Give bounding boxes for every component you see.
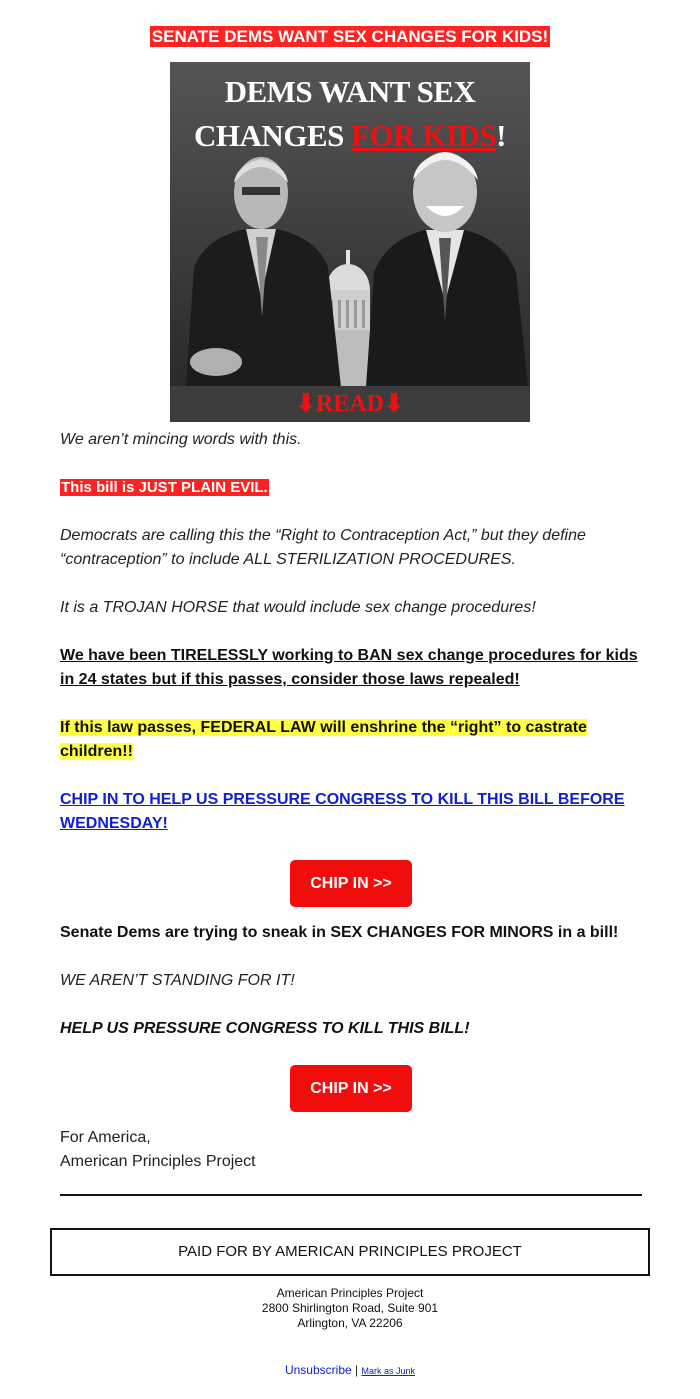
paragraph-sneak: Senate Dems are trying to sneak in SEX CHANGES FOR MINORS in a bill! [60,924,619,941]
paragraph-evil [60,476,642,500]
paragraph-trojan: It is a TROJAN HORSE that would include sex change procedures! [60,599,536,616]
paragraph-cta [60,788,642,836]
person-left-figure [176,147,346,387]
read-arrow-left-icon: ⬇ [295,391,316,417]
chip-in-link[interactable]: CHIP IN TO HELP US PRESSURE CONGRESS TO KILL THIS BILL BEFORE WEDNESDAY! [60,791,625,832]
hero-title-prefix: CHANGES [194,118,352,153]
hero-title-suffix: ! [496,118,506,153]
hero-title [170,70,530,158]
email-headline [0,27,700,47]
paragraph-contraception: Democrats are calling this the “Right to Contraception Act,” but they define “contraception” to include ALL STERILIZATION PROCEDURES. [60,527,586,568]
unsubscribe-link[interactable]: Unsubscribe [284,1363,352,1377]
signature [60,1126,642,1174]
headline-text: SENATE DEMS WANT SEX CHANGES FOR KIDS! [151,27,549,46]
hero-image[interactable] [170,62,530,422]
divider [60,1194,642,1196]
person-right-figure [360,142,530,387]
chip-in-button-row-1 [60,860,642,907]
federal-highlight: If this law passes, FEDERAL LAW will enshrine the “right” to castrate children!! [60,719,587,760]
evil-banner: This bill is JUST PLAIN EVIL. [61,479,268,496]
unsubscribe-row [0,1363,700,1377]
address-line2: 2800 Shirlington Road, Suite 901 [261,1301,439,1315]
paragraph-intro: We aren’t mincing words with this. [60,431,302,448]
hero-read-banner[interactable] [170,386,530,422]
chip-in-button-2[interactable]: CHIP IN >> [290,1065,412,1112]
footer-address [0,1286,700,1331]
paid-for-disclaimer: PAID FOR BY AMERICAN PRINCIPLES PROJECT [50,1228,650,1276]
mark-as-junk-link[interactable]: Mark as Junk [361,1366,416,1376]
read-arrow-right-icon: ⬇ [384,391,405,417]
hero-title-accent: FOR KIDS [351,118,497,153]
address-line3: Arlington, VA 22206 [297,1316,403,1330]
paragraph-federal [60,716,642,764]
paragraph-pressure: HELP US PRESSURE CONGRESS TO KILL THIS BILL! [60,1020,470,1037]
address-line1: American Principles Project [276,1286,424,1300]
chip-in-button-row-2 [60,1065,642,1112]
chip-in-button-1[interactable]: CHIP IN >> [290,860,412,907]
signature-line2: American Principles Project [60,1153,256,1170]
hero-title-line2 [170,114,530,158]
link-separator: | [355,1363,359,1377]
hero-title-line1: DEMS WANT SEX [224,74,476,109]
paragraph-standing: WE AREN’T STANDING FOR IT! [60,972,295,989]
read-label: READ [315,391,384,417]
signature-line1: For America, [60,1129,151,1146]
email-body [60,428,642,1196]
paragraph-ban: We have been TIRELESSLY working to BAN sex change procedures for kids in 24 states but if this passes, consider those laws repealed! [60,647,638,688]
